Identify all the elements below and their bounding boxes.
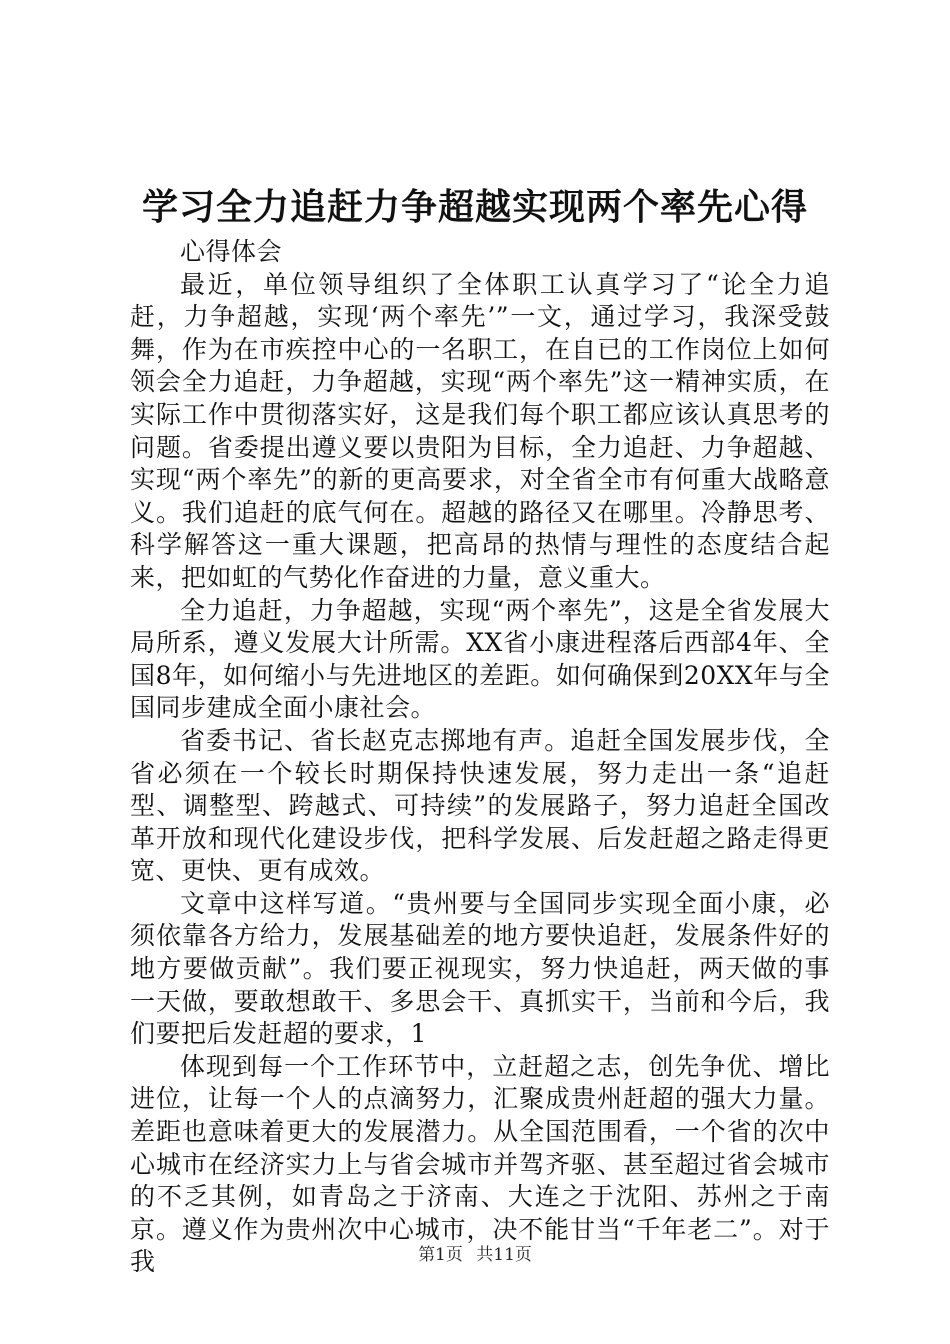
paragraph-3: 全力追赶，力争超越，实现“两个率先”，这是全省发展大局所系，遵义发展大计所需。XX省小康进程落后西部4年、全国8年，如何缩小与先进地区的差距。如何确保到20XX年与全国同步建成全面小康社会。 xyxy=(130,595,830,723)
page-footer xyxy=(0,1243,950,1267)
paragraph-1: 心得体会 xyxy=(180,237,283,266)
document-body xyxy=(130,236,830,1279)
paragraph-2: 最近，单位领导组织了全体职工认真学习了“论全力追赶，力争超越，实现‘两个率先’”一文，通过学习，我深受鼓舞，作为在市疾控中心的一名职工，在自已的工作岗位上如何领会全力追赶，力争超越，实现“两个率先”这一精神实质，在实际工作中贯彻落实好，这是我们每个职工都应该认真思考的问题。省委提出遵义要以贵阳为目标，全力追赶、力争超越、实现“两个率先”的新的更高要求，对全省全市有何重大战略意义。我们追赶的底气何在。超越的路径又在哪里。冷静思考、科学解答这一重大课题，把高昂的热情与理性的态度结合起来，把如虹的气势化作奋进的力量，意义重大。 xyxy=(130,269,830,592)
paragraph-4: 省委书记、省长赵克志掷地有声。追赶全国发展步伐，全省必须在一个较长时期保持快速发展，努力走出一条“追赶型、调整型、跨越式、可持续”的发展路子，努力追赶全国改革开放和现代化建设步伐，把科学发展、后发赶超之路走得更宽、更快、更有成效。 xyxy=(130,725,830,886)
page-number: 第1页 xyxy=(418,1245,463,1265)
document-title: 学习全力追赶力争超越实现两个率先心得 xyxy=(141,187,808,228)
paragraph-5: 文章中这样写道。“贵州要与全国同步实现全面小康，必须依靠各方给力，发展基础差的地方要快追赶，发展条件好的地方要做贡献”。我们要正视现实，努力快追赶，两天做的事一天做，要敢想敢干、多思会干、真抓实干，当前和今后，我们要把后发赶超的要求，1 xyxy=(130,888,830,1049)
paragraph-6: 体现到每一个工作环节中，立赶超之志，创先争优、增比进位，让每一个人的点滴努力，汇聚成贵州赶超的强大力量。差距也意味着更大的发展潜力。从全国范围看，一个省的次中心城市在经济实力上与省会城市并驾齐驱、甚至超过省会城市的不乏其例，如青岛之于济南、大连之于沈阳、苏州之于南京。遵义作为贵州次中心城市，决不能甘当“千年老二”。对于我 xyxy=(130,1051,830,1277)
page-total: 共11页 xyxy=(476,1245,532,1265)
